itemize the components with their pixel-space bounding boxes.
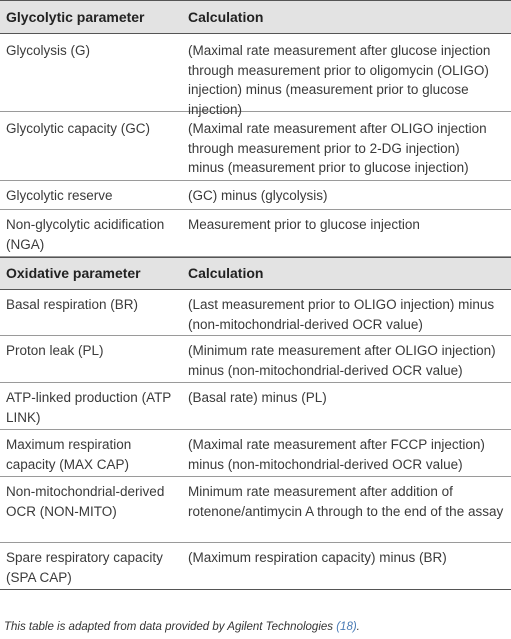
table-footnote <box>4 621 360 633</box>
reference-link[interactable]: (18) <box>336 621 357 633</box>
oxidative-parameter-header: Oxidative parameter <box>6 265 141 281</box>
parameter-cell: Basal respiration (BR) <box>6 297 139 312</box>
parameter-cell: Maximum respiration capacity (MAX CAP) <box>6 437 132 472</box>
parameter-cell: Non-glycolytic acidification (NGA) <box>6 217 165 252</box>
oxidative-calculation-header: Calculation <box>188 265 264 281</box>
calculation-cell: (Minimum rate measurement after OLIGO injection) minus (non-mitochondrial-derived OCR value) <box>188 343 496 378</box>
table-row <box>0 210 511 257</box>
parameter-cell: Glycolysis (G) <box>6 43 90 58</box>
table-row <box>0 34 511 117</box>
table-row <box>0 290 511 336</box>
table-row <box>0 112 511 181</box>
glycolytic-calculation-header: Calculation <box>188 8 264 25</box>
calculation-cell: (Maximal rate measurement after glucose injection through measurement prior to oligomycin (OLIGO) injection) minus (measurement prior to glucose injection) <box>188 43 491 117</box>
parameter-cell: Spare respiratory capacity (SPA CAP) <box>6 550 163 585</box>
glycolytic-header-row <box>0 0 511 34</box>
glycolytic-parameter-header: Glycolytic parameter <box>6 8 145 25</box>
calculation-cell: (GC) minus (glycolysis) <box>188 188 328 203</box>
table-row <box>0 181 511 210</box>
table-row <box>0 336 511 383</box>
calculation-cell: (Basal rate) minus (PL) <box>188 390 327 405</box>
calculation-cell: Measurement prior to glucose injection <box>188 217 420 232</box>
parameter-cell: Glycolytic capacity (GC) <box>6 121 151 136</box>
calculation-cell: (Maximal rate measurement after FCCP injection) minus (non-mitochondrial-derived OCR value) <box>188 437 485 472</box>
table-row <box>0 383 511 430</box>
parameter-cell: ATP-linked production (ATP LINK) <box>6 390 172 425</box>
calculation-cell: (Maximum respiration capacity) minus (BR) <box>188 550 447 565</box>
parameter-cell: Non-mitochondrial-derived OCR (NON-MITO) <box>6 484 165 519</box>
oxidative-header-row <box>0 257 511 290</box>
calculation-cell: Minimum rate measurement after addition of rotenone/antimycin A through to the end of the assay <box>188 484 504 519</box>
table-row <box>0 477 511 543</box>
parameter-cell: Proton leak (PL) <box>6 343 104 358</box>
table-row <box>0 430 511 477</box>
footnote-text: This table is adapted from data provided by Agilent Technologies <box>4 621 337 633</box>
calculation-cell: (Last measurement prior to OLIGO injection) minus (non-mitochondrial-derived OCR value) <box>188 297 495 332</box>
table-row <box>0 543 511 590</box>
parameter-cell: Glycolytic reserve <box>6 188 113 203</box>
footnote-end: . <box>356 621 360 633</box>
calculation-cell: (Maximal rate measurement after OLIGO injection through measurement prior to 2-DG injection) minus (measurement prior to glucose injection) <box>188 121 487 175</box>
